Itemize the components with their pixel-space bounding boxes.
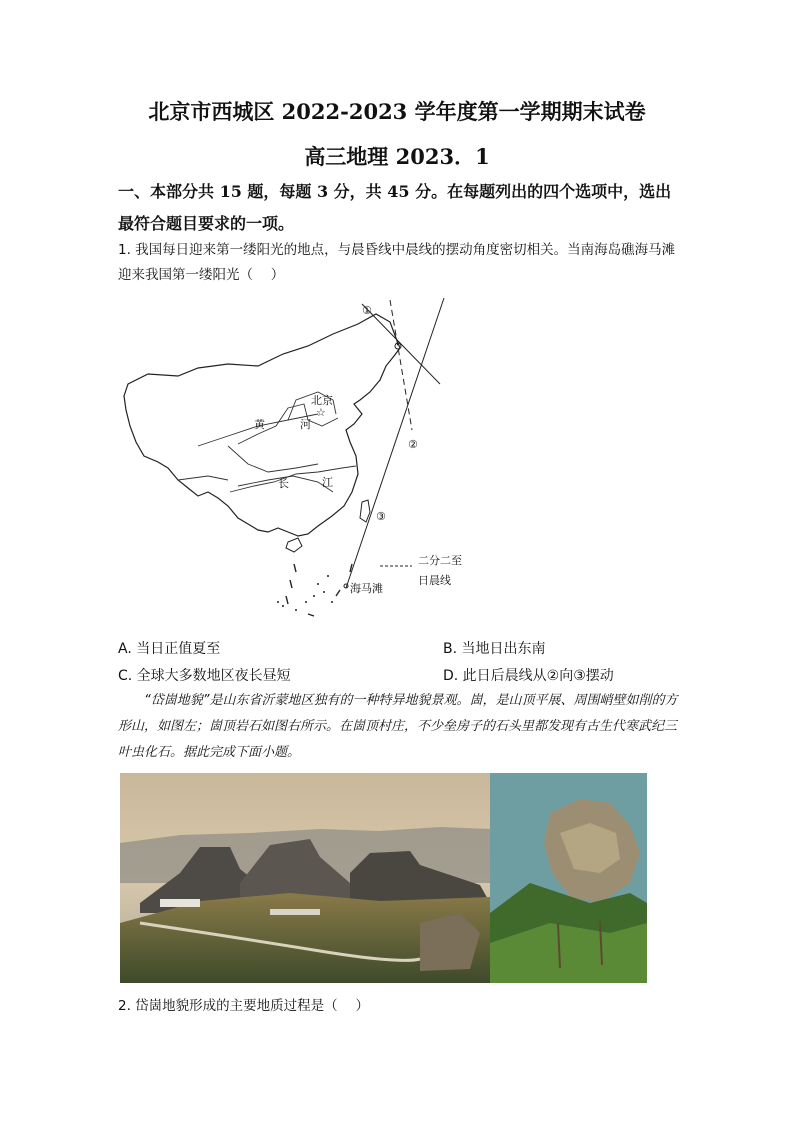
passage-text: “岱崮地貌”是山东省沂蒙地区独有的一种特异地貌景观。崮，是山顶平展、周围峭壁如削的方形山，如图左；崮顶岩石如图右所示。在崮顶村庄，不少垒房子的石头里都发现有古生代寒武纪三叶虫化石。据此完成下面小题。 bbox=[118, 693, 678, 760]
mesa-landscape-photo bbox=[120, 773, 490, 983]
line-label-2: ② bbox=[408, 438, 418, 451]
legend-text-1: 二分二至 bbox=[418, 554, 462, 567]
river-label-chang: 长 bbox=[278, 477, 289, 490]
beijing-star-icon: ☆ bbox=[316, 406, 326, 419]
river-label-he: 河 bbox=[300, 418, 311, 431]
exam-title: 北京市西城区 2022-2023 学年度第一学期期末试卷 bbox=[148, 99, 646, 124]
china-map-figure bbox=[118, 296, 478, 631]
dawn-line-3 bbox=[346, 298, 444, 588]
river-label-jiang: 江 bbox=[322, 476, 333, 489]
option-d: D. 此日后晨线从②向③摆动 bbox=[443, 668, 614, 684]
beijing-label: 北京 bbox=[311, 394, 333, 407]
option-b: B. 当地日出东南 bbox=[443, 641, 546, 657]
section-instructions: 一、本部分共 15 题，每题 3 分，共 45 分。在每题列出的四个选项中，选出最符合题目要求的一项。 bbox=[118, 182, 672, 233]
yangtze-river bbox=[230, 466, 356, 492]
taiwan-island bbox=[360, 500, 370, 522]
exam-subtitle: 高三地理 2023．1 bbox=[304, 144, 490, 169]
hainan-island bbox=[286, 538, 302, 552]
option-a: A. 当日正值夏至 bbox=[118, 641, 221, 657]
river-label-huang: 黄 bbox=[254, 418, 265, 431]
question-1-stem: 1. 我国每日迎来第一缕阳光的地点，与晨昏线中晨线的摆动角度密切相关。当南海岛礁海马滩迎来我国第一缕阳光（ ） bbox=[118, 242, 676, 283]
option-c: C. 全球大多数地区夜长昼短 bbox=[118, 668, 291, 684]
line-label-1: ① bbox=[362, 304, 372, 317]
rock-summit-photo bbox=[490, 773, 647, 983]
reef-dots bbox=[277, 575, 333, 611]
line-label-3: ③ bbox=[376, 510, 386, 523]
haimatan-label: 海马滩 bbox=[350, 582, 383, 595]
legend-text-2: 日晨线 bbox=[418, 574, 451, 587]
question-2-stem: 2. 岱崮地貌形成的主要地质过程是（ ） bbox=[118, 998, 369, 1014]
south-china-sea-islands bbox=[286, 564, 352, 616]
dawn-line-2 bbox=[390, 300, 412, 430]
